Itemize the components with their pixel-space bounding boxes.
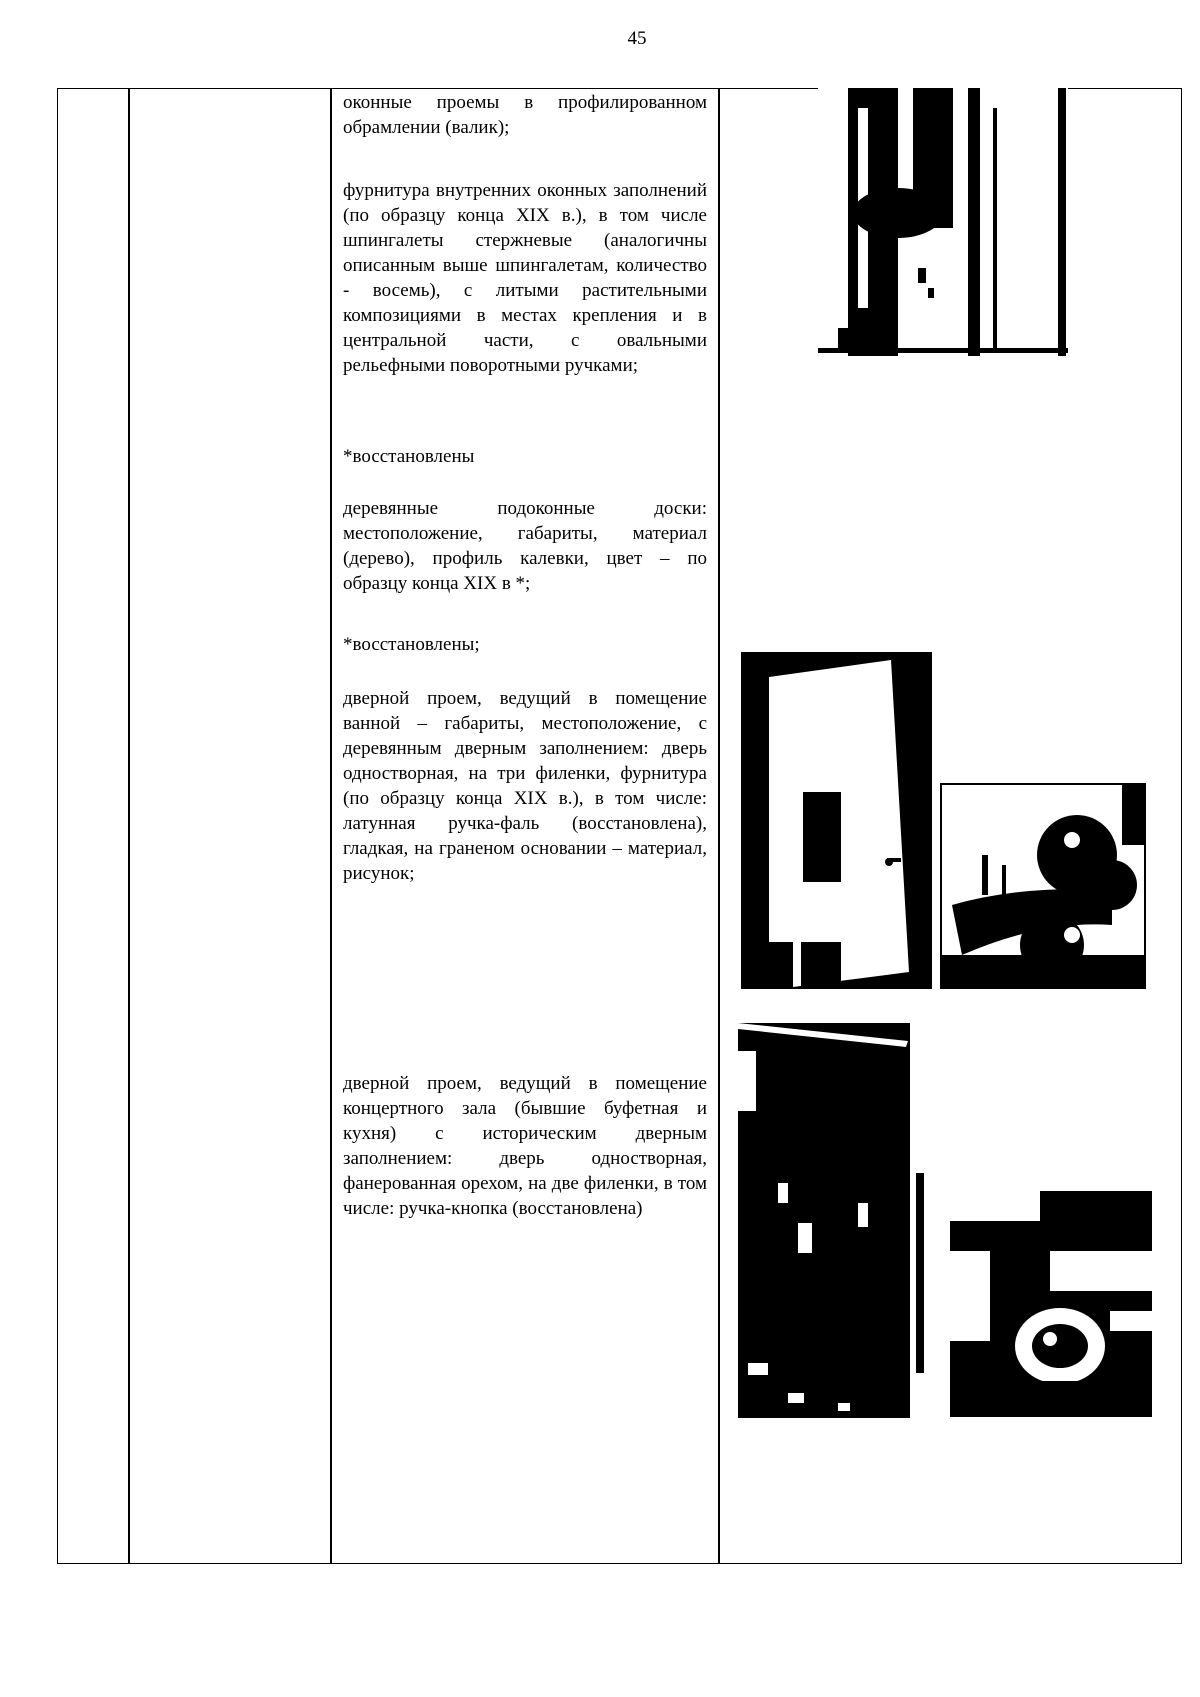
- window-espagnolette-photo: [818, 88, 1068, 356]
- door-knob-closeup-photo: [950, 1191, 1152, 1417]
- note-restored-2: *восстановлены;: [343, 634, 480, 655]
- table-column-divider-2: [330, 88, 332, 1564]
- concert-hall-door-photo: [738, 1023, 941, 1418]
- paragraph-window-sills: деревянные подоконные доски: местоположение, габариты, материал (дерево), профиль калевки, цвет – по образцу конца XIX в *;: [343, 498, 707, 594]
- bathroom-door-photo: [741, 652, 932, 989]
- table-column-divider-3: [718, 88, 720, 1564]
- paragraph-bathroom-door: дверной проем, ведущий в помещение ванной – габариты, местоположение, с деревянным дверным заполнением: дверь одностворная, на три филенки, фурнитура (по образцу конца XIX в.), в том числе: латунная ручка-фаль (восстановлена), гладкая, на граненом основании – материал, рисунок;: [343, 688, 707, 884]
- paragraph-concert-hall-door: дверной проем, ведущий в помещение концертного зала (бывшие буфетная и кухня) с историческим дверным заполнением: дверь одностворная, фанерованная орехом, на две филенки, в том числе: ручка-кнопка (восстановлена): [343, 1073, 707, 1219]
- paragraph-window-openings: оконные проемы в профилированном обрамлении (валик);: [343, 92, 707, 138]
- paragraph-window-fittings: фурнитура внутренних оконных заполнений (по образцу конца XIX в.), в том числе шпингалеты стержневые (аналогичны описанным выше шпингалетам, количество - восемь), с литыми растительными композициями в местах крепления и в центральной части, с овальными рельефными поворотными ручками;: [343, 180, 707, 376]
- door-handle-closeup-photo: [940, 783, 1146, 989]
- table-column-divider-1: [128, 88, 130, 1564]
- page-number: 45: [627, 28, 647, 49]
- note-restored: *восстановлены: [343, 446, 475, 467]
